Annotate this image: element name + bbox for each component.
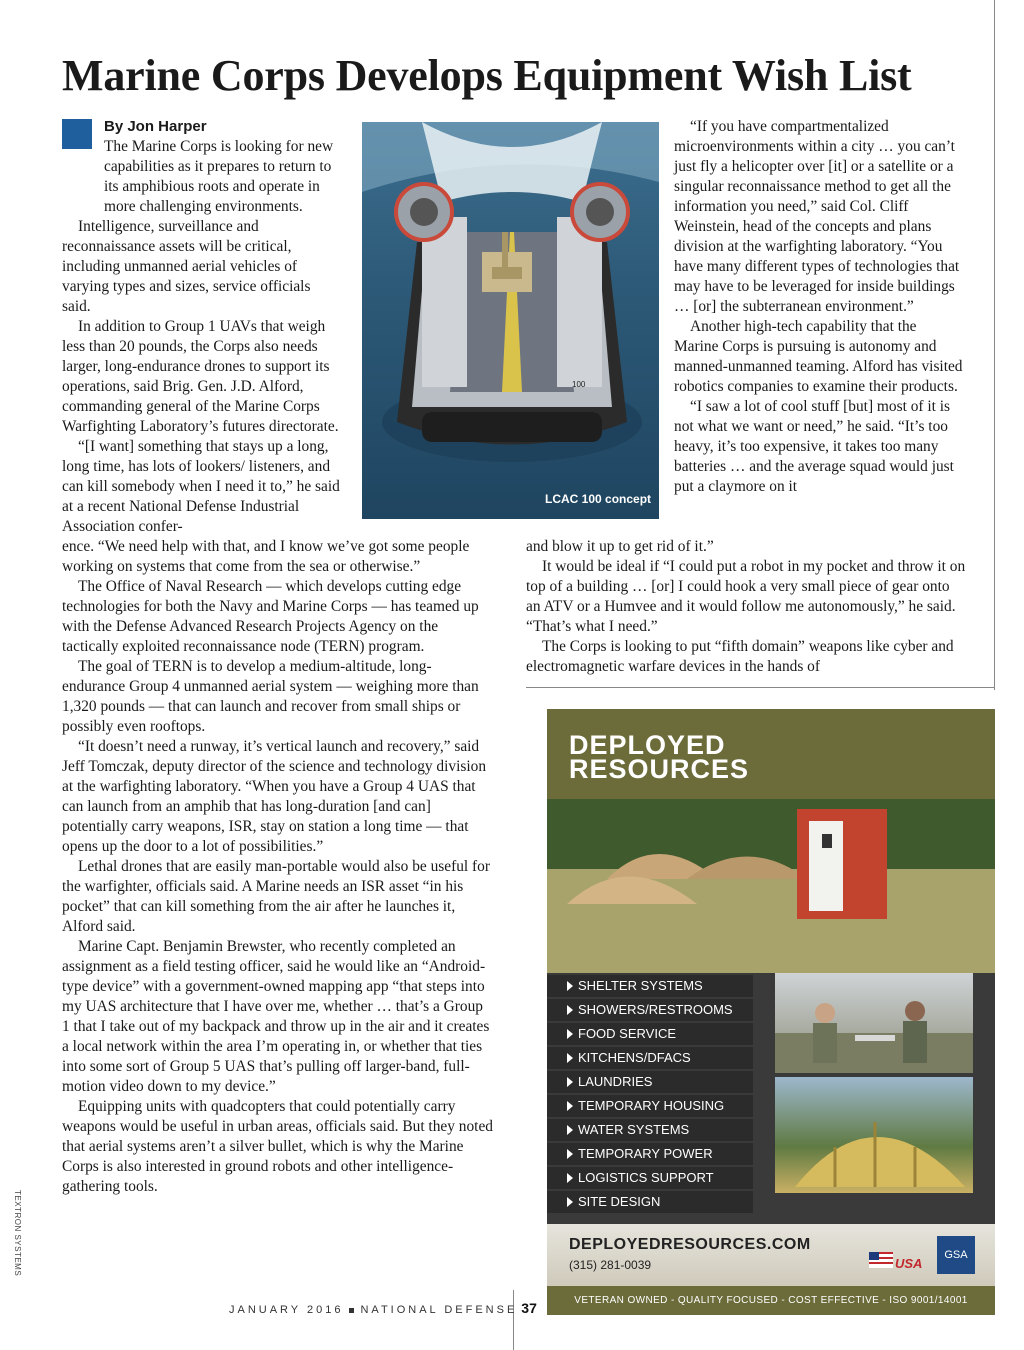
page-number: 37: [521, 1300, 537, 1316]
arrow-right-icon: [567, 1149, 573, 1159]
ad-menu-item: [547, 1071, 753, 1093]
footer-publication: NATIONAL DEFENSE: [360, 1304, 518, 1316]
paragraph: ence. “We need help with that, and I know we’ve got some people working on systems that come from the sea or otherwise.”: [62, 538, 470, 575]
ad-title-line-1: DEPLOYED: [569, 730, 726, 760]
photo-credit: TEXTRON SYSTEMS: [13, 1190, 22, 1277]
page-footer: [229, 1300, 537, 1316]
ad-separator-rule: [526, 687, 994, 688]
article-column-3: [674, 117, 964, 497]
soldiers-dining-illustration: [775, 973, 973, 1073]
paragraph: Marine Capt. Benjamin Brewster, who recently completed an assignment as a field testing officer, said he would like an “Android-type device” with a government-owned mapping app “that steps into my UAS architecture that I have over me, whether … that’s a Group 1 that I take out of my backpack and throw up in the air and it creates a local network within the area I’m operating in, or whether that ties into some sort of Group 5 UAS that’s pulling off larger-band, full-motion video down to my device.”: [62, 938, 490, 1095]
paragraph: Lethal drones that are easily man-portable would also be useful for the warfighter, officials said. A Marine needs an ISR asset “in his pocket” that can kill something from the air after he launches it, Alford said.: [62, 858, 490, 935]
paragraph: “It doesn’t need a runway, it’s vertical launch and recovery,” said Jeff Tomczak, deputy director of the science and technology division at the warfighting laboratory. “When you have a Group 4 UAS that can launch from an amphib that has long-duration [and can] potentially carry weapons, ISR, stay on station a long time — that opens up the door to a lot of possibilities.”: [62, 738, 487, 855]
byline: By Jon Harper: [104, 118, 207, 135]
ad-brand-title: [569, 730, 750, 784]
arrow-right-icon: [567, 981, 573, 991]
footer-separator-icon: [349, 1308, 354, 1313]
hull-number: 100: [572, 380, 586, 389]
ad-menu-item: [547, 1167, 753, 1189]
paragraph: Another high-tech capability that the Marine Corps is pursuing is autonomy and manned-unmanned teaming. Alford has visited robotics companies to examine their products.: [674, 318, 963, 395]
paragraph: In addition to Group 1 UAVs that weigh less than 20 pounds, the Corps also needs larger, long-endurance drones to support its operations, said Brig. Gen. J.D. Alford, commanding general of the Marine Corps Warfighting Laboratory’s futures directorate.: [62, 318, 339, 435]
ad-menu-label: FOOD SERVICE: [578, 1026, 677, 1041]
ad-menu-label: TEMPORARY POWER: [578, 1146, 713, 1161]
arrow-right-icon: [567, 1029, 573, 1039]
field-tent-illustration: [775, 1077, 973, 1193]
ad-dining-photo: [775, 973, 973, 1073]
ad-menu-item: [547, 1023, 753, 1045]
ad-tent-photo: [775, 1077, 973, 1193]
ad-menu-item: [547, 999, 753, 1021]
ad-menu-label: SHELTER SYSTEMS: [578, 978, 703, 993]
arrow-right-icon: [567, 1077, 573, 1087]
paragraph: The Office of Naval Research — which develops cutting edge technologies for both the Navy and Marine Corps — has teamed up with the Defense Advanced Research Projects Agency on the tactically exploited reconnaissance node (TERN) program.: [62, 578, 479, 655]
made-in-usa-label: USA: [895, 1256, 923, 1271]
ad-contact-bar: [547, 1224, 995, 1286]
ad-menu-label: WATER SYSTEMS: [578, 1122, 690, 1137]
paragraph: The Marine Corps is looking for new capabilities as it prepares to return to its amphibious roots and operate in more challenging environments.: [104, 138, 334, 215]
deployed-resources-ad[interactable]: [547, 709, 995, 1335]
paragraph: Intelligence, surveillance and reconnaissance assets will be critical, including unmanned aerial vehicles of varying types and sizes, service officials said.: [62, 218, 311, 315]
ad-title-line-2: RESOURCES: [569, 754, 750, 784]
paragraph: Equipping units with quadcopters that could potentially carry weapons would be useful in urban areas, officials said. But they noted that aerial systems aren’t a silver bullet, which is why the Marine Corps is also interested in ground robots and other intelligence-gathering tools.: [62, 1098, 493, 1195]
arrow-right-icon: [567, 1125, 573, 1135]
ad-phone-number: (315) 281-0039: [569, 1258, 652, 1272]
ad-menu-item: [547, 1143, 753, 1165]
ad-website-link[interactable]: DEPLOYEDRESOURCES.COM: [569, 1236, 811, 1253]
arrow-right-icon: [567, 1173, 573, 1183]
lcac-concept-photo: [362, 122, 659, 519]
paragraph: “I saw a lot of cool stuff [but] most of it is not what we want or need,” he said. “It’s too heavy, it’s too expensive, it takes too many batteries … and the average squad would just put a claymore on it: [674, 398, 954, 495]
paragraph: It would be ideal if “I could put a robot in my pocket and throw it on top of a building … [or] I could hook a very small piece of gear onto an ATV or a Humvee and it would follow me autonomously,” he said. “That’s what I need.”: [526, 558, 966, 635]
narrow-paragraphs: [62, 137, 340, 537]
photo-caption: LCAC 100 concept: [545, 492, 652, 506]
paragraph: The goal of TERN is to develop a medium-altitude, long-endurance Group 4 unmanned aerial system — weighing more than 1,320 pounds — that can launch and recover from small ships or possibly even rooftops.: [62, 658, 479, 735]
ad-menu-label: LOGISTICS SUPPORT: [578, 1170, 714, 1185]
arrow-right-icon: [567, 1005, 573, 1015]
ad-menu-item: [547, 1095, 753, 1117]
ad-menu-label: SITE DESIGN: [578, 1194, 661, 1209]
arrow-right-icon: [567, 1053, 573, 1063]
arrow-right-icon: [567, 1197, 573, 1207]
ad-service-list: [547, 975, 753, 1215]
ad-hero-photo: [547, 709, 995, 973]
made-in-usa-flag-icon: [869, 1248, 925, 1272]
article-column-2: [526, 537, 966, 677]
hovercraft-illustration: [362, 122, 659, 519]
paragraph: “If you have compartmentalized microenvironments within a city … you can’t just fly a helicopter over [it] or a satellite or a singular reconnaissance method to get all the information you need,” said Col. Cliff Weinstein, head of the concepts and plans division at the warfighting laboratory. “You have many different types of technologies that may have to be leveraged for inside buildings … [or] the subterranean environment.”: [674, 118, 960, 315]
paragraph: “[I want] something that stays up a long, long time, has lots of lookers/ listeners, and can kill somebody when I need it to,” he said at a recent National Defense Industrial Association confer-: [62, 438, 340, 535]
ad-menu-item: [547, 1119, 753, 1141]
column-rule-right: [994, 0, 995, 690]
gsa-logo: GSA: [937, 1236, 975, 1274]
headline: Marine Corps Develops Equipment Wish List: [62, 51, 912, 100]
footer-date: JANUARY 2016: [229, 1304, 344, 1316]
paragraph: and blow it up to get rid of it.”: [526, 538, 714, 555]
paragraph: The Corps is looking to put “fifth domain” weapons like cyber and electromagnetic warfare devices in the hands of: [526, 638, 954, 675]
ad-menu-item: [547, 1191, 753, 1213]
ad-menu-label: SHOWERS/RESTROOMS: [578, 1002, 733, 1017]
ad-menu-label: KITCHENS/DFACS: [578, 1050, 691, 1065]
ad-menu-item: [547, 975, 753, 997]
ad-menu-label: LAUNDRIES: [578, 1074, 653, 1089]
column-rule-bottom: [513, 1290, 514, 1350]
ad-menu-label: TEMPORARY HOUSING: [578, 1098, 725, 1113]
arrow-right-icon: [567, 1101, 573, 1111]
ad-menu-item: [547, 1047, 753, 1069]
ad-tagline: VETERAN OWNED - QUALITY FOCUSED - COST EFFECTIVE - ISO 9001/14001 CERTIFIED: [547, 1286, 995, 1315]
